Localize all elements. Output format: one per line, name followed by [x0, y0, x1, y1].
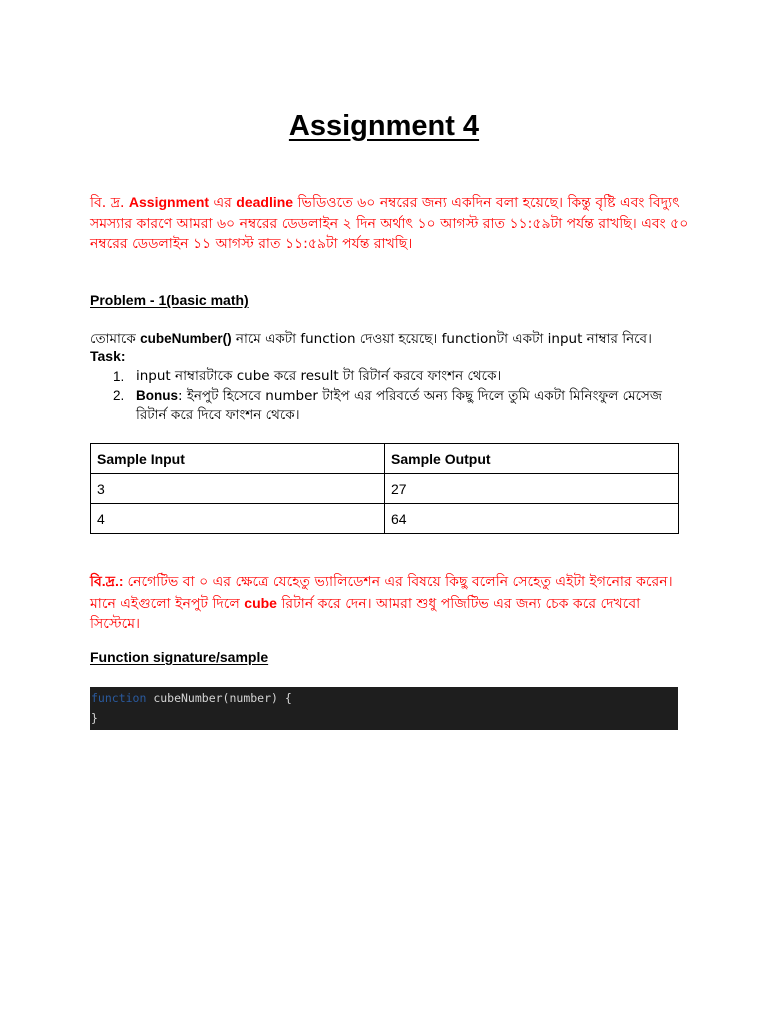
deadline-note	[90, 192, 690, 255]
note-mid: এর	[209, 195, 237, 211]
table-cell: 3	[91, 474, 385, 504]
code-line-1	[91, 688, 678, 708]
note-prefix: বি. দ্র.	[90, 195, 129, 211]
code-text: cubeNumber(number) {	[146, 691, 292, 705]
task-list	[90, 367, 690, 425]
intro-prefix: তোমাকে	[90, 331, 141, 347]
code-keyword: function	[91, 691, 147, 705]
signature-heading: Function signature/sample	[90, 649, 269, 665]
task-text: : ইনপুট হিসেবে number টাইপ এর পরিবর্তে অন্য কিছু দিলে তুমি একটা মিনিংফুল মেসেজ রিটার্ন করে দিবে ফাংশন থেকে।	[136, 388, 663, 423]
task-item	[90, 386, 690, 425]
problem-intro	[90, 329, 690, 349]
task-text: input নাম্বারটাকে cube করে result টা রিটার্ন করবে ফাংশন থেকে।	[136, 368, 502, 384]
task-bonus-label: Bonus	[136, 388, 178, 403]
note2-rest: রিটার্ন করে দেন। আমরা শুধু পজিটিভ এর জন্য চেক করে দেখবো সিস্টেমে।	[90, 595, 641, 632]
task-item	[90, 367, 690, 386]
table-cell: 27	[385, 474, 679, 504]
function-name: cubeNumber()	[140, 331, 232, 346]
note-word-assignment: Assignment	[128, 194, 210, 210]
header-sample-output: Sample Output	[385, 444, 679, 474]
task-number: 1.	[113, 369, 125, 384]
code-line-2: }	[91, 711, 98, 725]
table-row	[91, 504, 679, 534]
intro-rest: নামে একটা function দেওয়া হয়েছে। functionটা একটা input নাম্বার নিবে।	[231, 331, 652, 347]
note2-word-cube: cube	[244, 594, 277, 611]
table-row	[91, 474, 679, 504]
note-word-deadline: deadline	[236, 194, 294, 210]
validation-note	[90, 571, 690, 635]
note-rest: ভিডিওতে ৬০ নম্বরের জন্য একদিন বলা হয়েছে। কিন্তু বৃষ্টি এবং বিদ্যুৎ সমস্যার কারণে আমরা ৬০ নম্বরের ডেডলাইন ২ দিন অর্থাৎ ১০ আগস্ট রাত ১১:৫৯টা পর্যন্ত রাখছি। এবং ৫০ নম্বরের ডেডলাইন ১১ আগস্ট রাত ১১:৫৯টা পর্যন্ত রাখছি।	[90, 195, 689, 252]
task-number: 2.	[113, 388, 125, 403]
header-sample-input: Sample Input	[91, 444, 385, 474]
sample-table	[90, 443, 679, 534]
problem-heading: Problem - 1(basic math)	[90, 292, 249, 308]
task-label: Task:	[90, 348, 126, 364]
code-block	[90, 687, 678, 730]
table-cell: 4	[91, 504, 385, 534]
note2-prefix: বি.দ্র.:	[90, 573, 128, 589]
note2-mid: নেগেটিভ বা ০ এর ক্ষেত্রে যেহেতু ভ্যালিডেশন এর বিষয়ে কিছু বলেনি সেহেতু এইটা ইগনোর করেন। মানে এইগুলো ইনপুট দিলে	[90, 574, 673, 612]
table-cell: 64	[385, 504, 679, 534]
page-title: Assignment 4	[288, 110, 480, 142]
table-header-row	[91, 444, 679, 474]
